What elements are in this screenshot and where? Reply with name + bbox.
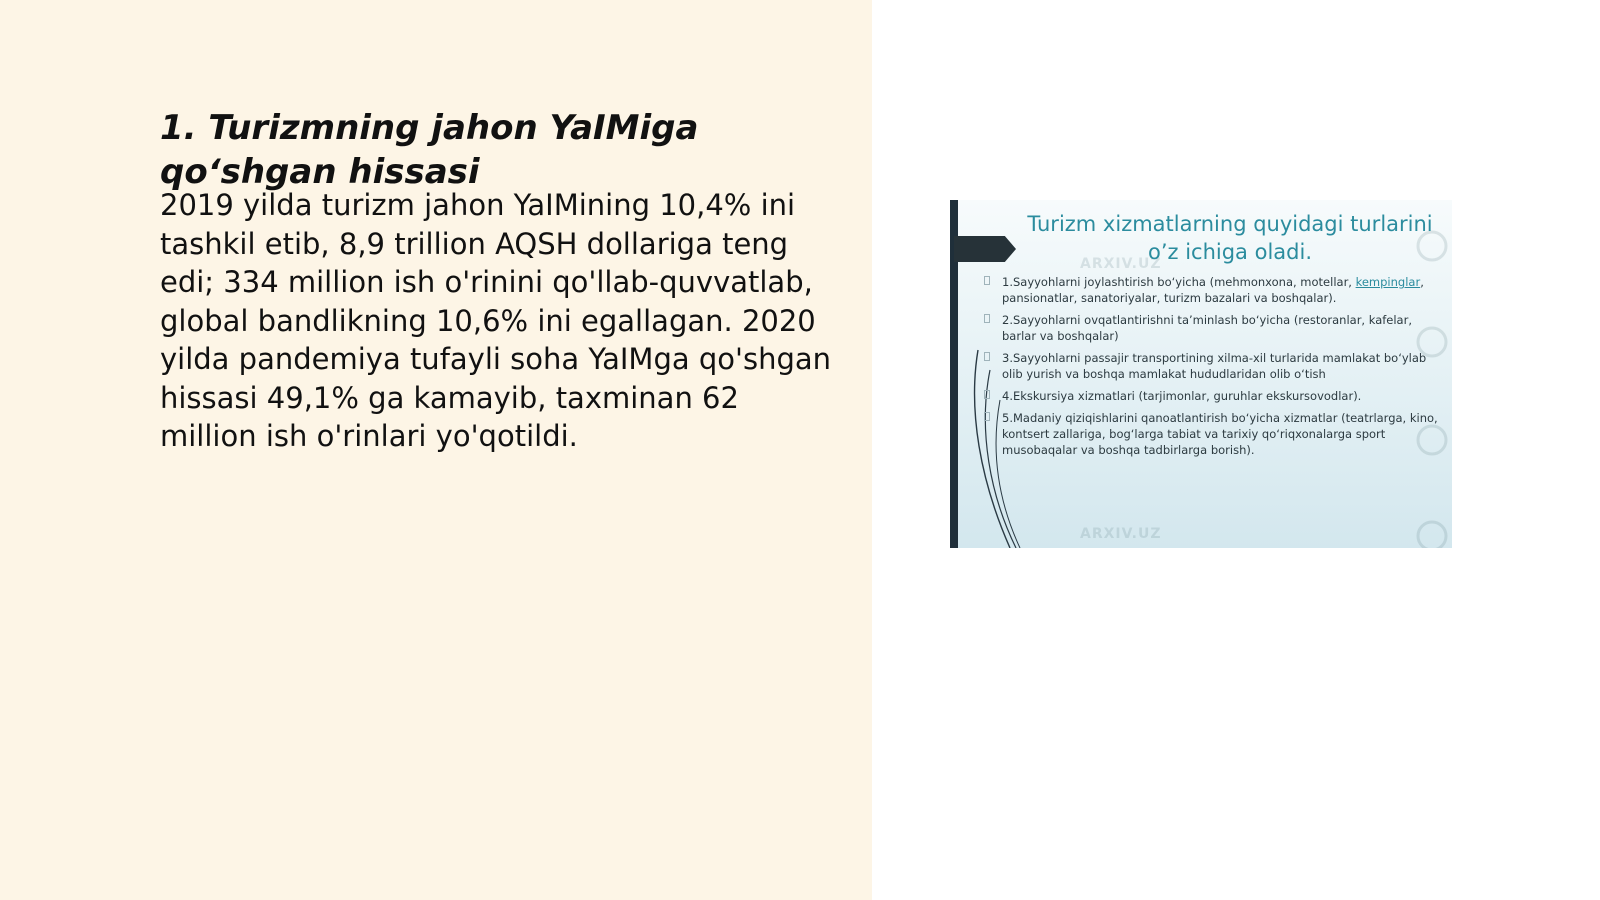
list-item [984, 312, 1440, 344]
thumbnail-title: Turizm xizmatlarning quyidagi turlarini o’z ichiga oladi. [1027, 212, 1433, 264]
list-item-link[interactable]: kempinglar [1355, 275, 1421, 289]
thumbnail-service-list [984, 274, 1440, 464]
list-item-text: 4.Ekskursiya xizmatlari (tarjimonlar, guruhlar ekskursovodlar). [1002, 389, 1362, 403]
bullet-icon [984, 412, 990, 421]
list-item-text: 2.Sayyohlarni ovqatlantirishni ta’minlash bo‘yicha (restoranlar, kafelar, barlar va boshqalar) [1002, 313, 1412, 343]
slide-title: 1. Turizmning jahon YaIMiga qo‘shgan hissasi [160, 108, 699, 192]
slide-body-text: 2019 yilda turizm jahon YaIMining 10,4% ini tashkil etib, 8,9 trillion AQSH dollariga teng edi; 334 million ish o'rinini qo'llab-quvvatlab, global bandlikning 10,6% ini egallagan. 2020 yilda pandemiya tufayli soha YaIMga qo'shgan hissasi 49,1% ga kamayib, taxminan 62 million ish o'rinlari yo'qotildi. [160, 188, 832, 453]
list-item [984, 274, 1440, 306]
list-item-text: , pansionatlar, sanatoriyalar, turizm bazalari va boshqalar). [1002, 275, 1424, 305]
list-item [984, 388, 1440, 404]
thumbnail-watermark: ARXIV.UZ [1080, 526, 1162, 542]
list-item-text: 5.Madaniy qiziqishlarini qanoatlantirish bo‘yicha xizmatlar (teatrlarga, kino, kontsert zallariga, bog‘larga tabiat va tarixiy qo‘riqxonalarga sport musobaqalar va boshqa tadbirlarga borish). [1002, 411, 1438, 457]
bullet-icon [984, 314, 990, 323]
list-item [984, 350, 1440, 382]
slide-thumbnail-image [950, 200, 1452, 548]
bullet-icon [984, 352, 990, 361]
list-item-text: 1.Sayyohlarni joylashtirish bo‘yicha (mehmonxona, motellar, [1002, 275, 1352, 289]
list-item [984, 410, 1440, 458]
thumbnail-watermark: ARXIV.UZ [1080, 256, 1162, 272]
bullet-icon [984, 390, 990, 399]
list-item-text: 3.Sayyohlarni passajir transportining xilma-xil turlarida mamlakat bo‘ylab olib yurish va boshqa mamlakat hududlaridan olib o‘tish [1002, 351, 1427, 381]
bullet-icon [984, 276, 990, 285]
